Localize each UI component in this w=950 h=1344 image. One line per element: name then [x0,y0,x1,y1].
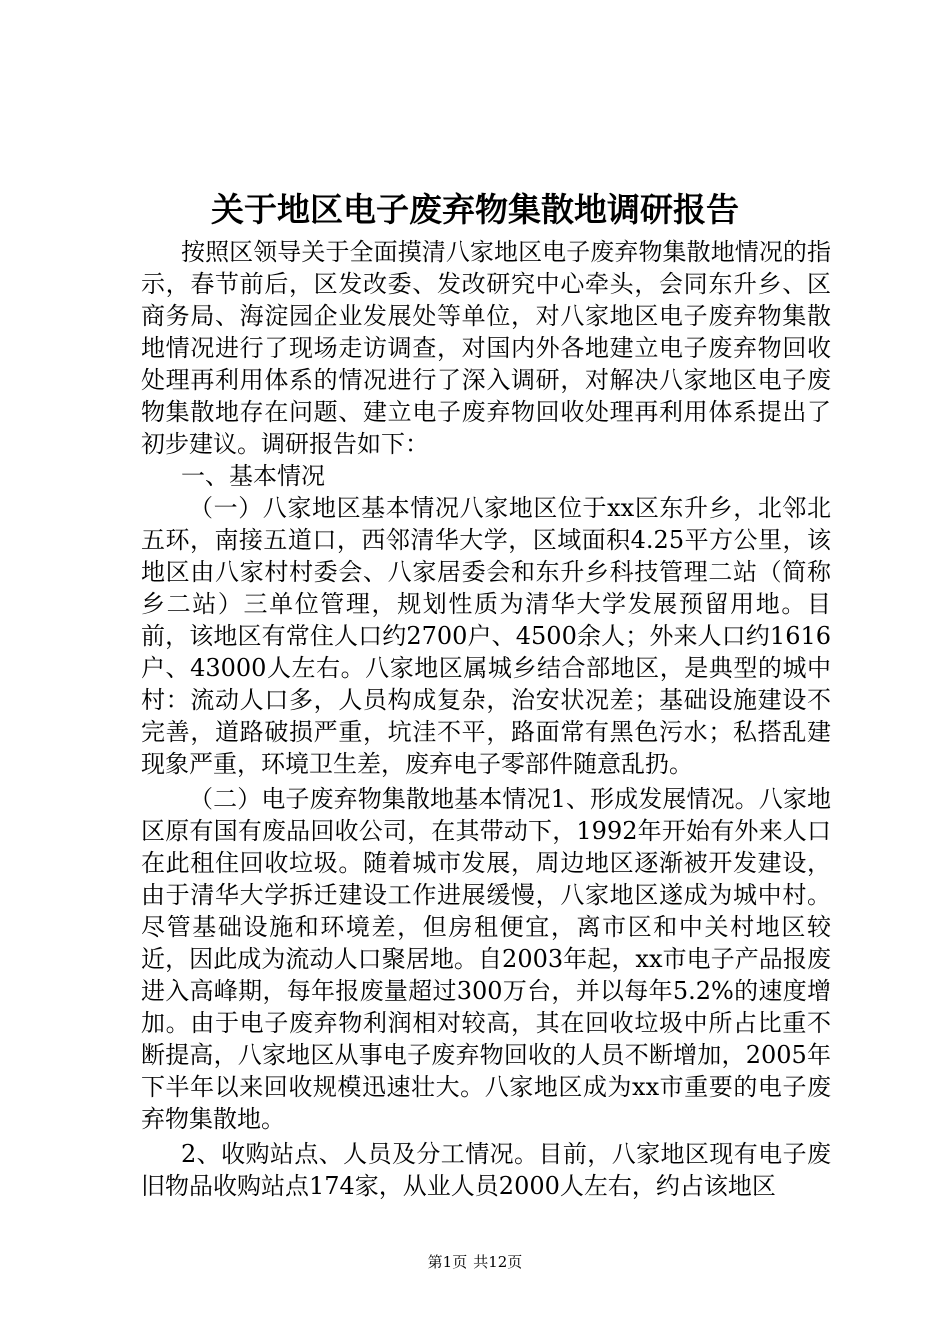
page-number: 第1页 [427,1253,468,1271]
document-title: 关于地区电子废弃物集散地调研报告 [211,190,739,229]
paragraph-intro: 按照区领导关于全面摸清八家地区电子废弃物集散地情况的指示，春节前后，区发改委、发改研究中心牵头，会同东升乡、区商务局、海淀园企业发展处等单位，对八家地区电子废弃物集散地情况进行了现场走访调查，对国内外各地建立电子废弃物回收处理再利用体系的情况进行了深入调研，对解决八家地区电子废物集散地存在问题、建立电子废弃物回收处理再利用体系提出了初步建议。调研报告如下： [141,238,831,458]
paragraph-bajia-basic-situation: （一）八家地区基本情况八家地区位于xx区东升乡，北邻北五环，南接五道口，西邻清华大学，区域面积4.25平方公里，该地区由八家村村委会、八家居委会和东升乡科技管理二站（简称乡二站）三单位管理，规划性质为清华大学发展预留用地。目前，该地区有常住人口约2700户、4500余人；外来人口约1616户、43000人左右。八家地区属城乡结合部地区，是典型的城中村：流动人口多，人员构成复杂，治安状况差；基础设施建设不完善，道路破损严重，坑洼不平，路面常有黑色污水；私搭乱建现象严重，环境卫生差，废弃电子零部件随意乱扔。 [141,494,831,778]
section-heading-basic-situation: 一、基本情况 [181,462,325,490]
page-total: 共12页 [473,1253,523,1271]
document-body [141,236,831,1202]
paragraph-collection-stations: 2、收购站点、人员及分工情况。目前，八家地区现有电子废旧物品收购站点174家，从业人员2000人左右，约占该地区 [141,1140,831,1200]
page-footer [0,1252,950,1272]
paragraph-ewaste-site-situation: （二）电子废弃物集散地基本情况1、形成发展情况。八家地区原有国有废品回收公司，在其带动下，1992年开始有外来人口在此租住回收垃圾。随着城市发展，周边地区逐渐被开发建设，由于清华大学拆迁建设工作进展缓慢，八家地区遂成为城中村。尽管基础设施和环境差，但房租便宜，离市区和中关村地区较近，因此成为流动人口聚居地。自2003年起，xx市电子产品报废进入高峰期，每年报废量超过300万台，并以每年5.2%的速度增加。由于电子废弃物利润相对较高，其在回收垃圾中所占比重不断提高，八家地区从事电子废弃物回收的人员不断增加，2005年下半年以来回收规模迅速壮大。八家地区成为xx市重要的电子废弃物集散地。 [141,785,831,1133]
